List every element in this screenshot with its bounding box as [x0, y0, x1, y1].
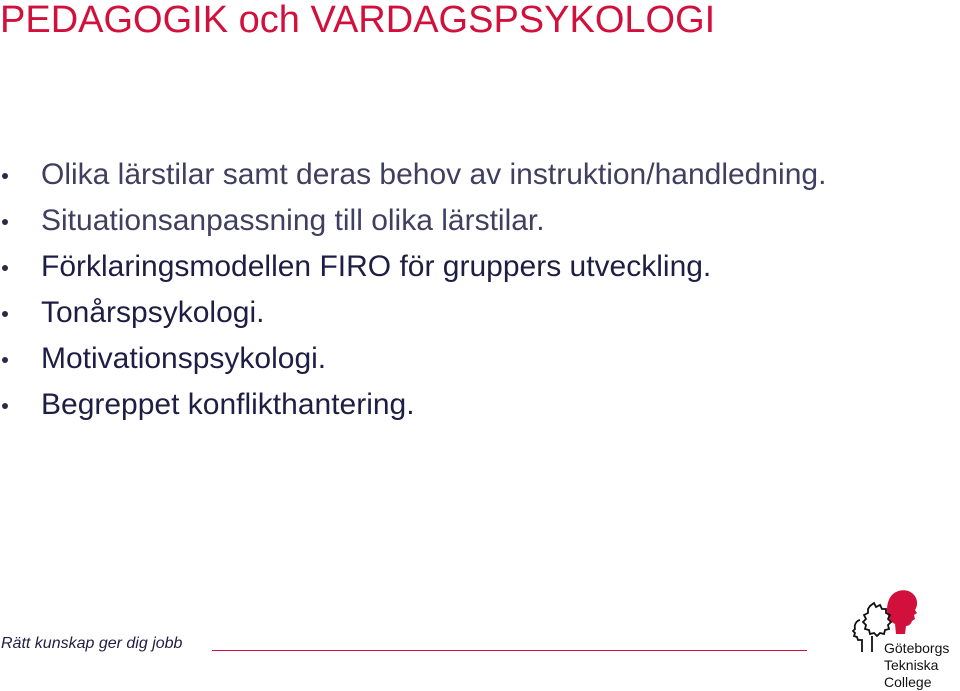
footer-divider: [212, 650, 807, 651]
bullet-icon: [2, 219, 8, 225]
bullet-list: [0, 152, 826, 428]
logo-line: Tekniska: [884, 657, 939, 673]
bullet-text: Situationsanpassning till olika lärstilar.: [41, 204, 545, 237]
bullet-text: Olika lärstilar samt deras behov av instruktion/handledning.: [41, 158, 827, 191]
bullet-icon: [2, 265, 8, 271]
bullet-item: [0, 152, 826, 198]
bullet-icon: [2, 173, 8, 179]
college-logo: [848, 586, 960, 690]
bullet-item: [0, 198, 826, 244]
logo-line: Göteborgs: [884, 640, 950, 656]
bullet-item: [0, 382, 826, 428]
slide-title: PEDAGOGIK och VARDAGSPSYKOLOGI: [0, 0, 716, 41]
bullet-text: Begreppet konflikthantering.: [41, 388, 415, 421]
bullet-icon: [2, 311, 8, 317]
bullet-item: [0, 290, 826, 336]
bullet-text: Förklaringsmodellen FIRO för gruppers utveckling.: [41, 250, 712, 283]
logo-line: College: [884, 674, 932, 690]
bullet-text: Motivationspsykologi.: [41, 342, 327, 375]
bullet-text: Tonårspsykologi.: [41, 296, 265, 329]
red-head-shape: [887, 590, 917, 634]
bullet-icon: [2, 403, 8, 409]
bullet-item: [0, 336, 826, 382]
logo-wordmark: [884, 640, 949, 691]
bullet-icon: [2, 357, 8, 363]
gear-head-outline: [863, 603, 891, 636]
face-profile-line: [853, 620, 862, 652]
bullet-item: [0, 244, 826, 290]
footer-slogan: Rätt kunskap ger dig jobb: [1, 635, 183, 652]
